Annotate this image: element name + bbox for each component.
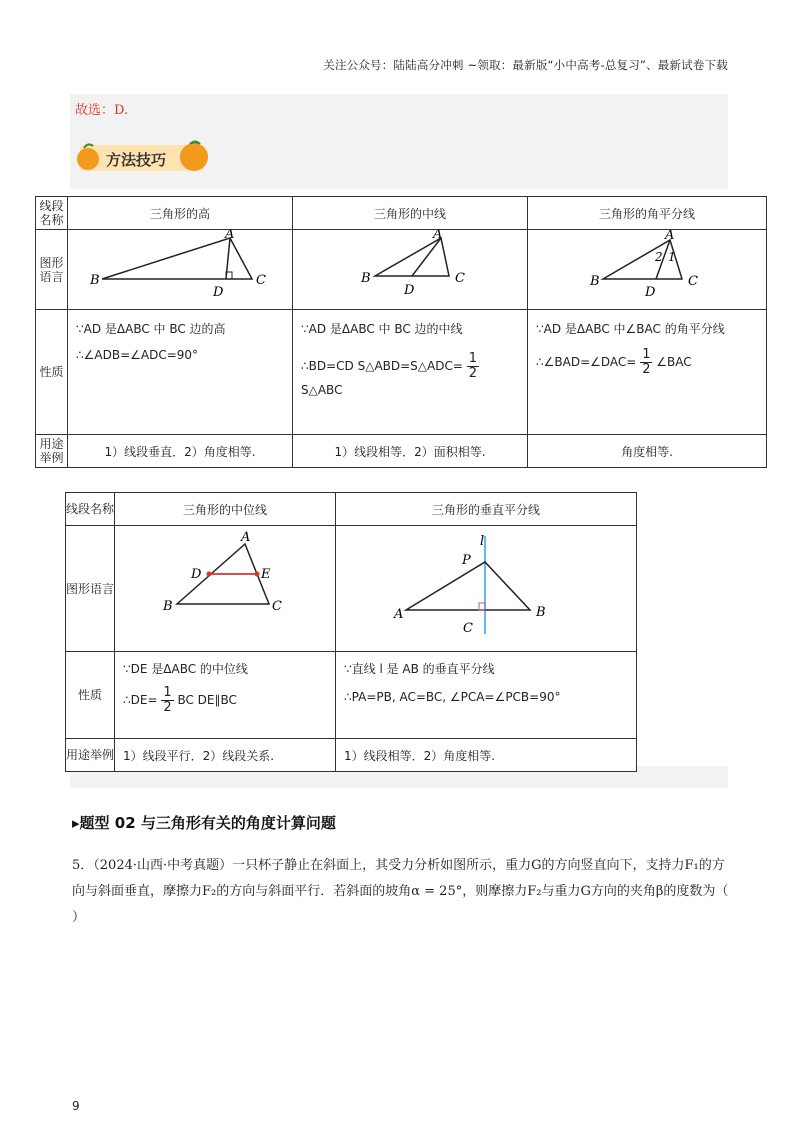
question-5: 5．（2024·山西·中考真题）一只杯子静止在斜面上，其受力分析如图所示，重力G的方向竖直向下，支持力F₁的方向与斜面垂直，摩擦力F₂的方向与斜面平行．若斜面的坡角α = 25°，则摩擦力F₂与重力G方向的夹角β的度数为（ ） [72, 858, 729, 925]
use-perp: 1）线段相等．2）角度相等. [336, 739, 637, 772]
method-badge [74, 137, 212, 177]
t2-label-name: 线段名称 [66, 493, 115, 526]
t1-col-bisector: 三角形的角平分线 [528, 197, 767, 230]
method-badge-label: 方法技巧 [106, 151, 167, 169]
svg-text:A: A [225, 230, 235, 242]
svg-text:A: A [394, 607, 404, 622]
page-header: 关注公众号：陆陆高分冲刺 ~领取：最新版“小中高考-总复习”、最新试卷下载 [323, 58, 728, 72]
t1-col-median: 三角形的中线 [293, 197, 528, 230]
svg-text:C: C [688, 274, 698, 289]
svg-text:B: B [361, 271, 371, 286]
prop-midline: ∵DE 是ΔABC 的中位线 ∴DE= $\frac{1}{2}$ BC DE∥BC [115, 652, 336, 739]
svg-text:2: 2 [655, 250, 663, 264]
svg-text:B: B [90, 273, 100, 288]
use-median: 1）线段相等．2）面积相等. [293, 435, 528, 468]
t1-label-figure: 图形语言 [36, 230, 68, 310]
t1-label-name: 线段名称 [36, 197, 68, 230]
t1-col-height: 三角形的高 [68, 197, 293, 230]
svg-text:C: C [256, 273, 266, 288]
t2-label-use: 用途举例 [66, 739, 115, 772]
t1-label-use: 用途举例 [36, 435, 68, 468]
figure-bisector [528, 230, 767, 310]
figure-perp-bisector [336, 526, 637, 652]
prop-perp: ∵直线 l 是 AB 的垂直平分线 ∴PA=PB, AC=BC, ∠PCA=∠PCB=90° [336, 652, 637, 739]
svg-text:D: D [191, 567, 202, 582]
use-bisector: 角度相等. [528, 435, 767, 468]
svg-text:D: D [645, 285, 656, 300]
section-title: ▸题型 02 与三角形有关的角度计算问题 [72, 814, 336, 832]
page-number: 9 [72, 1099, 80, 1113]
svg-text:A: A [665, 230, 675, 243]
svg-text:D: D [213, 285, 224, 300]
svg-text:1: 1 [668, 250, 676, 264]
svg-text:B: B [590, 274, 600, 289]
svg-text:C: C [455, 271, 465, 286]
figure-median [293, 230, 528, 310]
svg-text:C: C [463, 621, 473, 636]
svg-text:P: P [462, 553, 471, 568]
use-height: 1）线段垂直．2）角度相等. [68, 435, 293, 468]
prop-median: ∵AD 是ΔABC 中 BC 边的中线 ∴BD=CD S△ABD=S△ADC= $\frac{1}{2}$ S△ABC [293, 310, 528, 435]
segment-table-1 [35, 196, 767, 468]
prop-height: ∵AD 是ΔABC 中 BC 边的高 ∴∠ADB=∠ADC=90° [68, 310, 293, 435]
svg-text:C: C [272, 599, 282, 614]
svg-text:D: D [404, 283, 415, 298]
svg-text:l: l [480, 534, 485, 549]
figure-midline [115, 526, 336, 652]
t2-col-midline: 三角形的中位线 [115, 493, 336, 526]
use-midline: 1）线段平行．2）线段关系. [115, 739, 336, 772]
t2-col-perp: 三角形的垂直平分线 [336, 493, 637, 526]
prop-bisector: ∵AD 是ΔABC 中∠BAC 的角平分线 ∴∠BAD=∠DAC= $\frac{1}{2}$ ∠BAC [528, 310, 767, 435]
answer-text: 故选：D. [75, 103, 129, 118]
svg-text:E: E [261, 567, 271, 582]
svg-text:B: B [536, 605, 546, 620]
svg-text:A: A [241, 530, 251, 545]
t1-label-property: 性质 [36, 310, 68, 435]
t2-label-figure: 图形语言 [66, 526, 115, 652]
figure-height [68, 230, 293, 310]
t2-label-property: 性质 [66, 652, 115, 739]
segment-table-2 [65, 492, 637, 772]
svg-text:B: B [163, 599, 173, 614]
svg-text:A: A [433, 230, 443, 242]
